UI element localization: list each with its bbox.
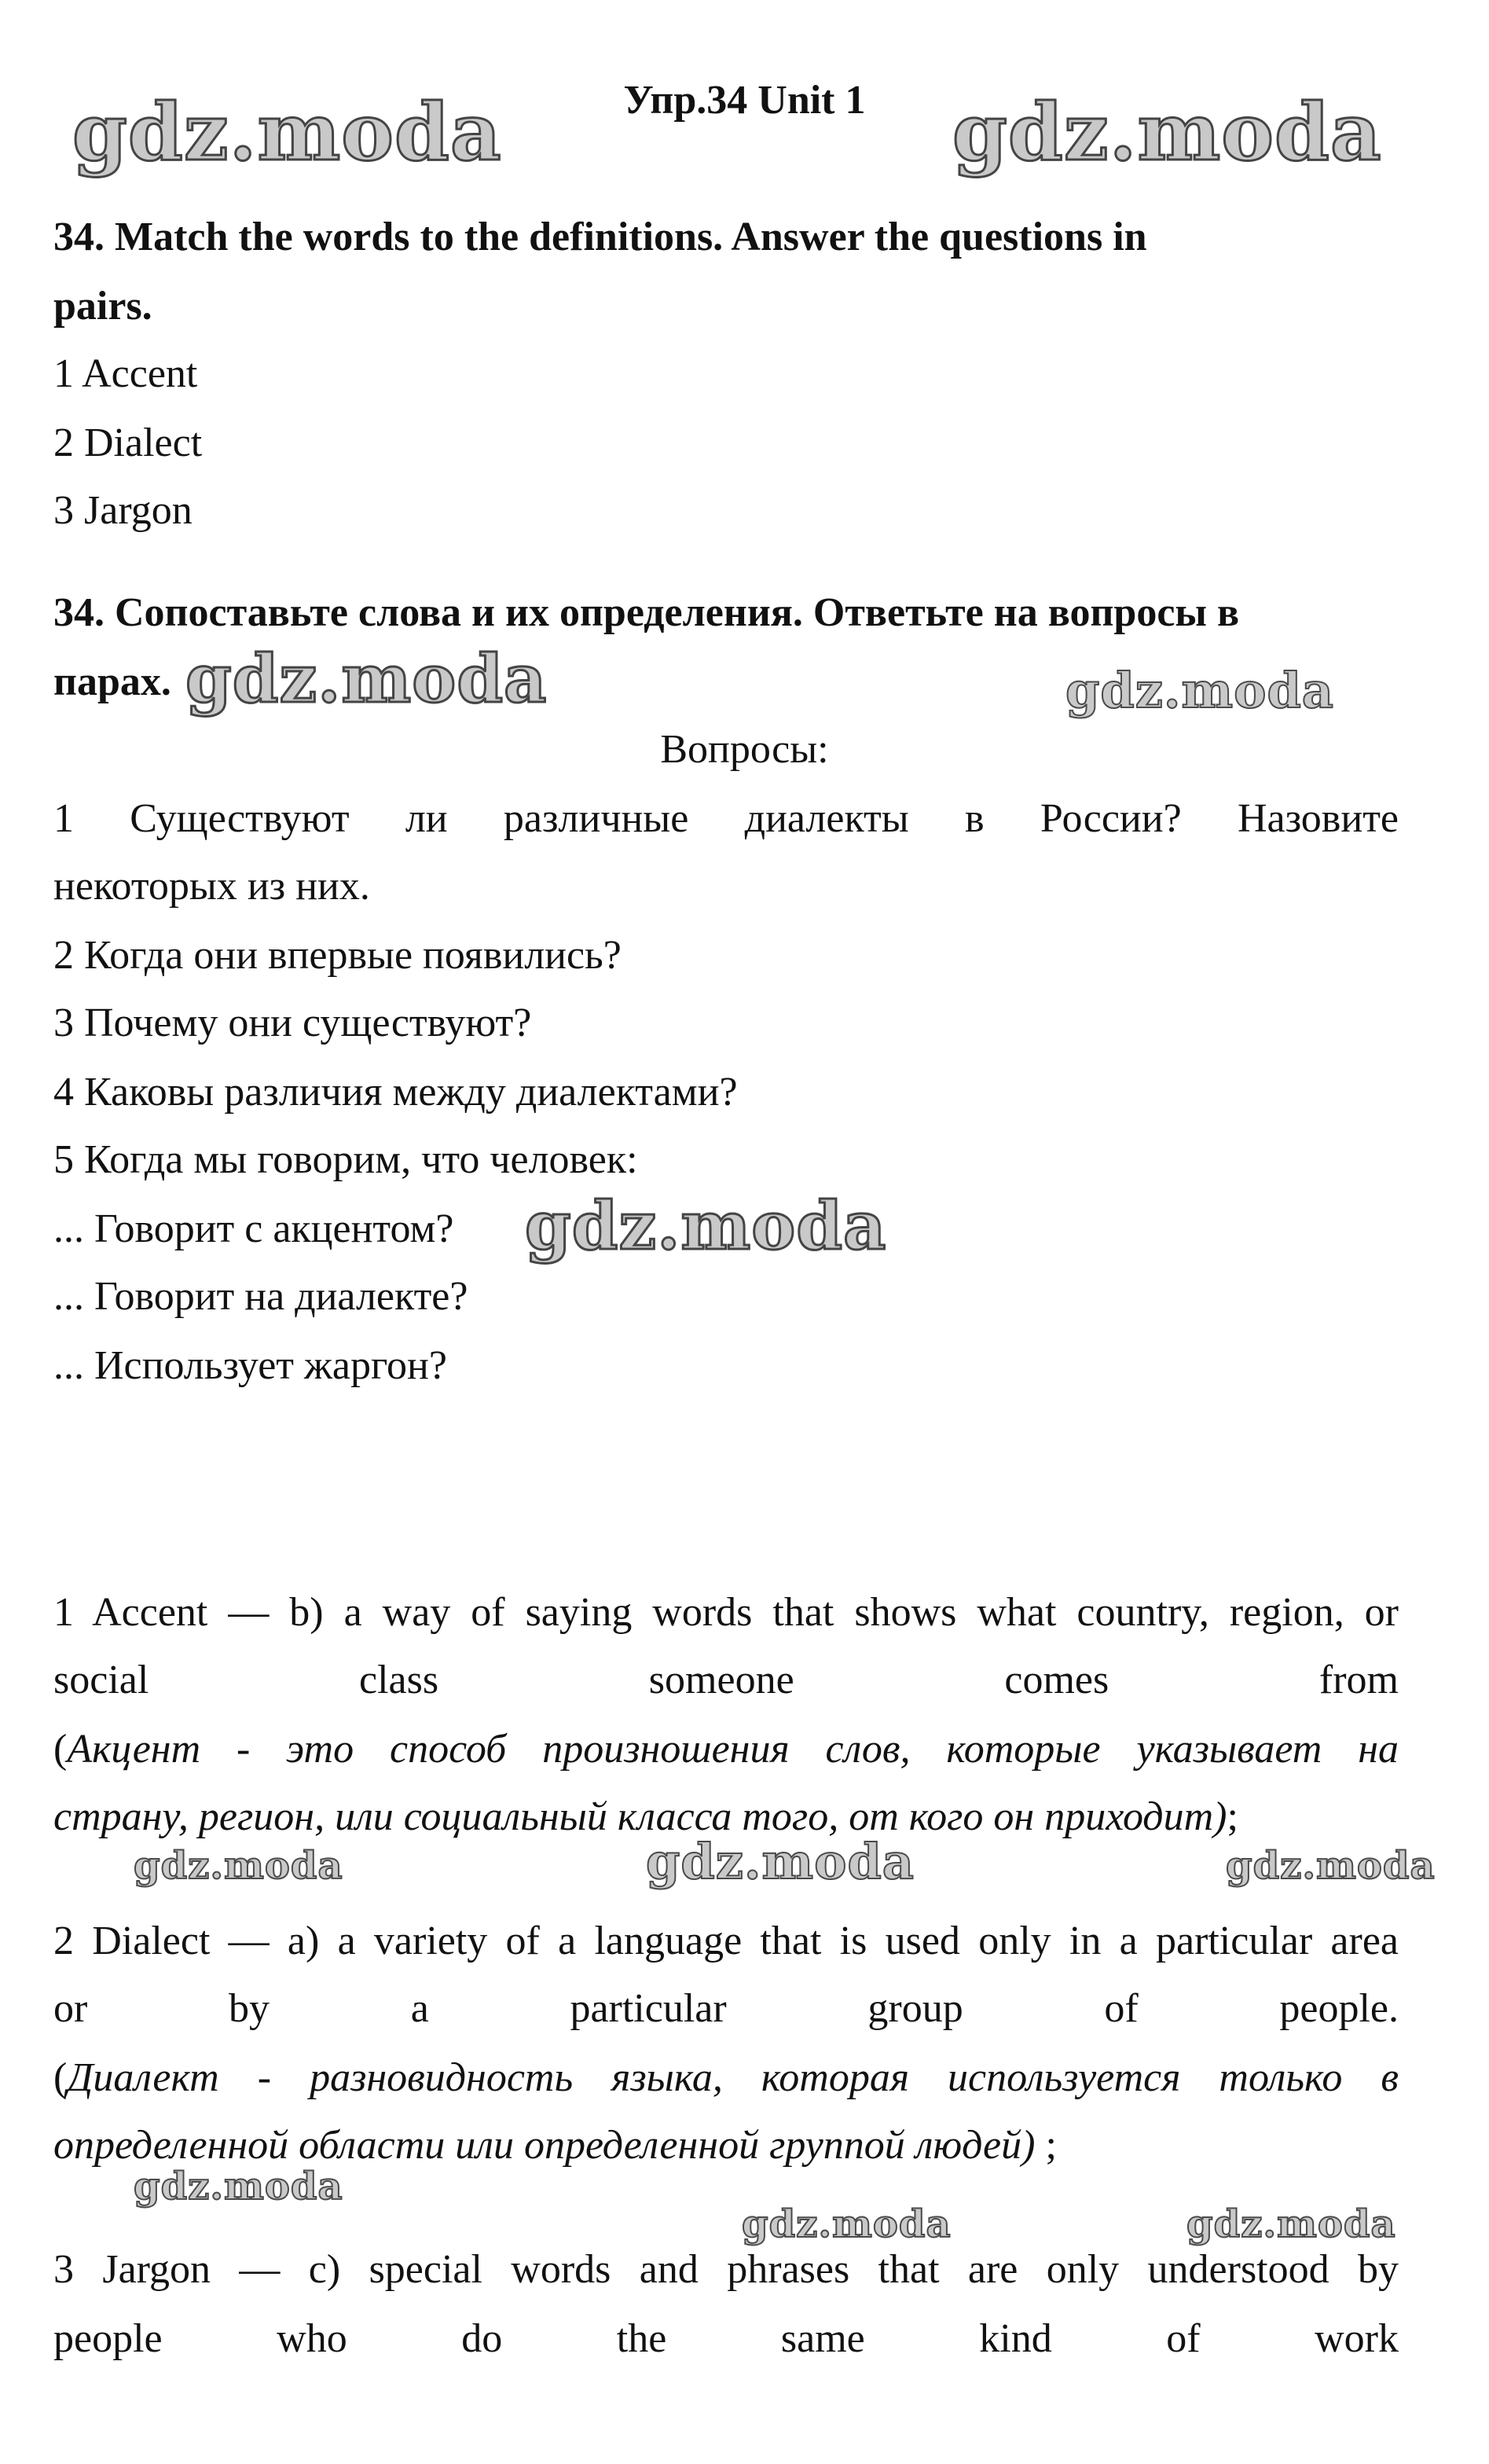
question-2: 2 Когда они впервые появились? [53, 933, 622, 978]
answer-1: 1 Accent — b) a way of saying words that shows what country, region, or [53, 1590, 1399, 1635]
watermark-logo: gdz.moda [185, 640, 548, 718]
watermark-logo: gdz.moda [1226, 1844, 1436, 1888]
question-5a: ... Говорит с акцентом? [53, 1206, 454, 1251]
watermark-logo: gdz.moda [1186, 2202, 1396, 2246]
word-item-accent: 1 Accent [53, 351, 198, 396]
watermark-logo: gdz.moda [134, 1844, 343, 1888]
watermark-logo: gdz.moda [742, 2202, 952, 2246]
question-1-cont: некоторых из них. [53, 864, 370, 909]
task-heading-en-cont: pairs. [53, 284, 152, 329]
question-4: 4 Каковы различия между диалектами? [53, 1070, 738, 1114]
answer-1-cont: social class someone comes from [53, 1658, 1399, 1702]
separator: ; [1035, 2123, 1057, 2168]
word-item-dialect: 2 Dialect [53, 420, 203, 465]
question-1: 1 Существуют ли различные диалекты в России? Назовите [53, 796, 1399, 841]
paren: ( [53, 2055, 68, 2100]
translation-text: определенной области или определенной группой людей) [53, 2123, 1036, 2168]
answer-1-translation-cont [53, 1794, 1399, 1841]
answer-3-cont: people who do the same kind of work [53, 2316, 1399, 2361]
watermark-logo: gdz.moda [646, 1833, 915, 1890]
page-title: Упр.34 Unit 1 [623, 78, 866, 123]
question-5: 5 Когда мы говорим, что человек: [53, 1137, 638, 1182]
word-item-jargon: 3 Jargon [53, 488, 193, 533]
watermark-logo: gdz.moda [525, 1187, 887, 1265]
answer-2-cont: or by a particular group of people. [53, 1986, 1399, 2031]
watermark-logo: gdz.moda [952, 86, 1382, 178]
question-3: 3 Почему они существуют? [53, 1001, 532, 1045]
paren: ( [53, 1727, 68, 1772]
task-heading-en: 34. Match the words to the definitions. Answer the questions in [53, 215, 1147, 259]
task-heading-ru-cont: парах. [53, 659, 171, 704]
answer-1-translation [53, 1726, 1399, 1773]
questions-label: Вопросы: [660, 727, 829, 772]
question-5c: ... Использует жаргон? [53, 1343, 447, 1388]
separator: ; [1227, 1794, 1238, 1839]
answer-2-translation-cont [53, 2122, 1399, 2169]
question-5b: ... Говорит на диалекте? [53, 1274, 468, 1319]
task-heading-ru: 34. Сопоставьте слова и их определения. Ответьте на вопросы в [53, 590, 1240, 635]
answer-2-translation [53, 2055, 1399, 2102]
watermark-logo: gdz.moda [72, 86, 502, 178]
translation-text: Акцент - это способ произношения слов, которые указывает на [67, 1727, 1399, 1772]
translation-text: страну, регион, или социальный класса того, от кого он приходит) [53, 1794, 1227, 1839]
answer-2: 2 Dialect — a) a variety of a language that is used only in a particular area [53, 1919, 1399, 1963]
translation-text: Диалект - разновидность языка, которая используется только в [67, 2055, 1399, 2100]
watermark-logo: gdz.moda [134, 2165, 343, 2209]
watermark-logo: gdz.moda [1065, 662, 1334, 719]
answer-3: 3 Jargon — c) special words and phrases that are only understood by [53, 2247, 1399, 2292]
